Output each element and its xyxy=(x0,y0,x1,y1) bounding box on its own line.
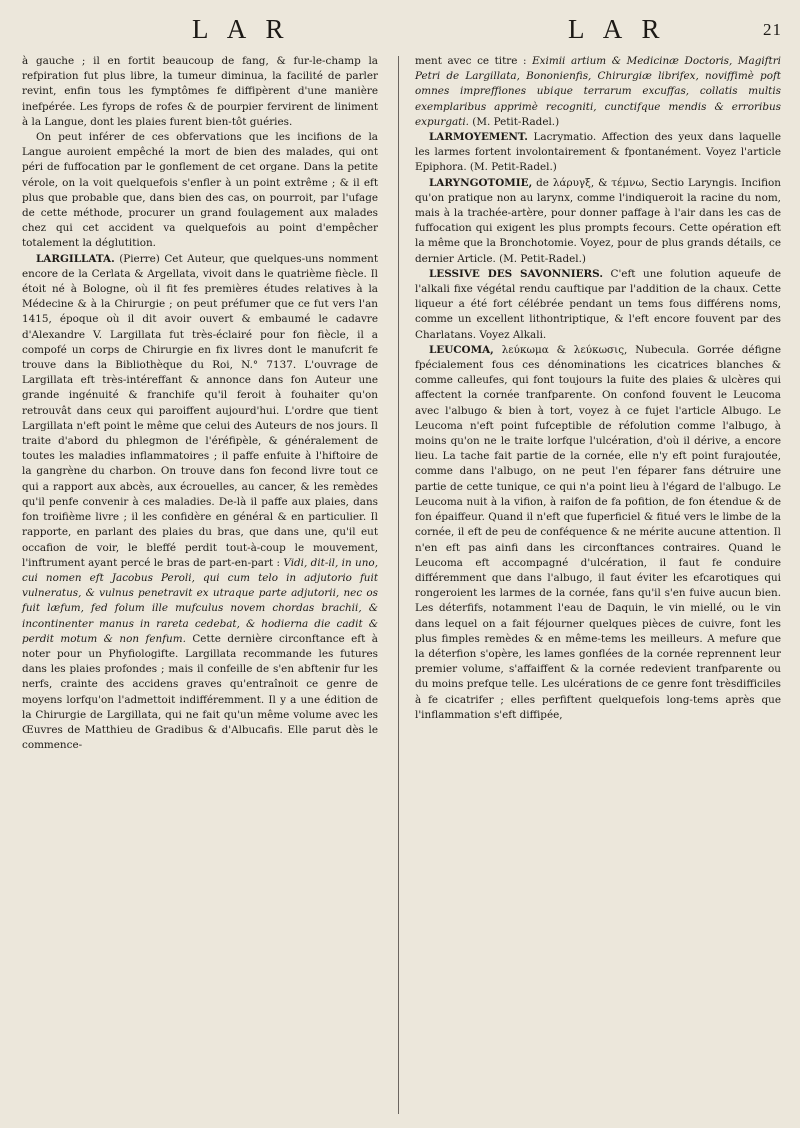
entry-text: Lacrymatio. Affection des yeux dans laquelle les larmes fortent involontairement & fpontanément. Voyez l'article Epiphora. (M. Petit-Radel.) xyxy=(415,131,781,174)
author-attribution: (M. Petit-Radel.) xyxy=(468,115,560,128)
entry-leucoma xyxy=(415,343,781,723)
paragraph-text: à gauche ; il en fortit beaucoup de fang, & fur-le-champ la refpiration fut plus libre, la tumeur diminua, la facilité de parler revint, enfin tous les fymptômes fe diffipèrent d'une manière inefpérée. Les fyrops de rofes & de pourpier fervirent de liniment à la Langue, dont les plaies furent bien-tôt guéries. xyxy=(22,55,378,128)
continued-paragraph xyxy=(415,54,781,130)
latin-quotation: Vidi, dit-il, in uno, cui nomen eft Jacobus Peroli, qui cum telo in adjutorio fuit vulneratus, & vulnus penetravit ex utraque parte adjutorii, nec os fuit læfum, fed folum ille mufculus novem chordas brachii, & incontinenter manus in rareta cedebat, & hodierna die cadit & perdit motum & non fenfum. xyxy=(22,556,378,645)
entry-text-continued: Cette dernière circonftance eft à noter pour un Phyfiologifte. Largillata recommande les futures dans les plaies profondes ; mais il confeille de s'en abftenir fur les nerfs, crainte des accidens graves qu'entraînoit ce genre de moyens lorfqu'on l'admettoit indifféremment. Il y a une édition de la Chirurgie de Largillata, qui ne fait qu'un même volume avec les Œuvres de Matthieu de Gradibus & d'Albucafis. Elle parut dès le commence- xyxy=(22,632,378,752)
entry-text: C'eft une folution aqueufe de l'alkali fixe végétal rendu cauftique par l'addition de la chaux. Cette liqueur a été fort célébrée pendant un tems fous différens noms, comme un excellent lithontriptique, & l'eft encore fouvent par des Charlatans. Voyez Alkali. xyxy=(415,267,781,341)
entry-text: de λάρυγξ, & τέμνω, Sectio Laryngis. Incifion qu'on pratique non au larynx, comme l'indiqueroit la racine du nom, mais à la trachée-artère, pour donner paffage à l'air dans les cas de fuffocation qui exigent les plus prompts fecours. Cette opération eft la même que la Bronchotomie. Voyez, pour de plus grands détails, ce dernier Article. (M. Petit-Radel.) xyxy=(415,176,781,265)
entry-headword: LEUCOMA, xyxy=(429,343,494,356)
paragraph xyxy=(22,130,378,252)
right-running-title: L A R xyxy=(568,14,667,44)
running-header xyxy=(0,14,800,48)
entry-headword: LARYNGOTOMIE, xyxy=(429,176,533,189)
entry-larmoyement xyxy=(415,130,781,176)
entry-lessive xyxy=(415,267,781,343)
entry-text: (Pierre) Cet Auteur, que quelques-uns nomment encore de la Cerlata & Argellata, vivoit dans le quatrième fiècle. Il étoit né à Bologne, où il fit fes premières études relatives à la Médecine & à la Chirurgie ; on peut préfumer que ce fut vers l'an 1415, époque où il dit avoir ouvert & embaumé le cadavre d'Alexandre V. Largillata fut très-éclairé pour fon fiècle, il a compofé un corps de Chirurgie en fix livres dont le manufcrit fe trouve dans la Bibliothèque du Roi, N.° 7137. L'ouvrage de Largillata eft très-intéreffant & annonce dans fon Auteur une grande ingénuité & franchife qu'il feroit à fouhaiter qu'on retrouvât dans ceux qui paroiffent aujourd'hui. L'ordre que tient Largillata n'eft point le même que celui des Auteurs de nos jours. Il traite d'abord du phlegmon de l'éréfipèle, & généralement de toutes les maladies inflammatoires ; il paffe enfuite à l'hiftoire de la gangrène du charbon. On trouve dans fon fecond livre tout ce qui a rapport aux abcès, aux écrouelles, au cancer, & les remèdes qu'il penfe convenir à ces maladies. De-là il paffe aux plaies, dans fon troifième livre ; il les confidère en général & en particulier. Il rapporte, en parlant des plaies du bras, que dans une, qu'il eut occafion de voir, le bleffé perdit tout-à-coup le mouvement, l'inftrument ayant percé le bras de part-en-part : xyxy=(22,252,378,569)
left-column xyxy=(22,54,378,753)
left-running-title: L A R xyxy=(192,14,291,44)
entry-laryngotomie xyxy=(415,176,781,267)
entry-headword: LARMOYEMENT. xyxy=(429,131,528,144)
continued-paragraph xyxy=(22,54,378,130)
entry-headword: LARGILLATA. xyxy=(36,252,115,265)
paragraph-text: ment avec ce titre : xyxy=(415,55,533,67)
column-divider xyxy=(398,56,399,1114)
latin-book-title: Eximii artium & Medicinæ Doctoris, Magiftri Petri de Largillata, Bononienfis, Chirurgiæ librifex, noviffimè poft omnes impreffiones ubique terrarum excuffas, collatis multis exemplaribus apprimè recogniti, cunctifque mendis & erroribus expurgati. xyxy=(415,55,781,128)
entry-text: λεύκωμα & λεύκωσις, Nubecula. Gorrée défigne fpécialement fous ces dénominations les cicatrices blanches & comme calleufes, qui font toujours la fuite des plaies & ulcères qui affectent la cornée tranfparente. On confond fouvent le Leucoma avec l'albugo & bien à tort, voyez à ce fujet l'article Albugo. Le Leucoma n'eft point fufceptible de réfolution comme l'albugo, à moins qu'on ne le traite lorfque l'ulcération, d'où il dérive, a encore lieu. La tache fait partie de la cornée, elle n'y eft point furajoutée, comme dans l'albugo, on ne peut l'en féparer fans détruire une partie de cette tunique, ce qui n'a point lieu à l'égard de l'albugo. Le Leucoma nuit à la vifion, à raifon de fa pofition, de fon étendue & de fon épaiffeur. Quand il n'eft que fuperficiel & fitué vers le limbe de la cornée, il eft de peu de conféquence & ne mérite aucune attention. Il n'en eft pas ainfi dans les circonftances contraires. Quand le Leucoma eft accompagné d'ulcération, il faut fe conduire différemment que dans l'albugo, il faut éviter les efcarotiques qui rongeroient les larmes de la cornée, fans qu'il s'en fuive aucun bien. Les déterfifs, notamment l'eau de Daquin, le vin miellé, ou le vin dans lequel on a fait féjourner quelques pièces de cuivre, font les plus fimples remèdes & en même-tems les meilleurs. A mefure que la déterfion s'opère, les lames gonflées de la cornée reprennent leur premier volume, s'affaiffent & la cornée redevient tranfparente ou du moins prefque telle. Les ulcérations de ce genre font trèsdifficiles à fe cicatrifer ; elles perfiftent quelquefois long-tems après que l'inflammation s'eft diffipée, xyxy=(415,343,781,721)
right-column xyxy=(415,54,781,723)
entry-largillata xyxy=(22,252,378,754)
paragraph-text: On peut inférer de ces obfervations que les incifions de la Langue auroient empêché la mort de bien des malades, qui ont péri de fuffocation par le gonflement de cet organe. Dans la petite vérole, on la voit quelquefois s'enfler à un point extrême ; & il eft plus que probable que, dans bien des cas, on pourroit, par l'ufage de cette méthode, procurer un grand foulagement aux malades chez qui cet accident va quelquefois au point d'empêcher totalement la déglutition. xyxy=(22,131,378,250)
entry-headword: LESSIVE DES SAVONNIERS. xyxy=(429,267,603,280)
page-number: 21 xyxy=(763,20,782,39)
